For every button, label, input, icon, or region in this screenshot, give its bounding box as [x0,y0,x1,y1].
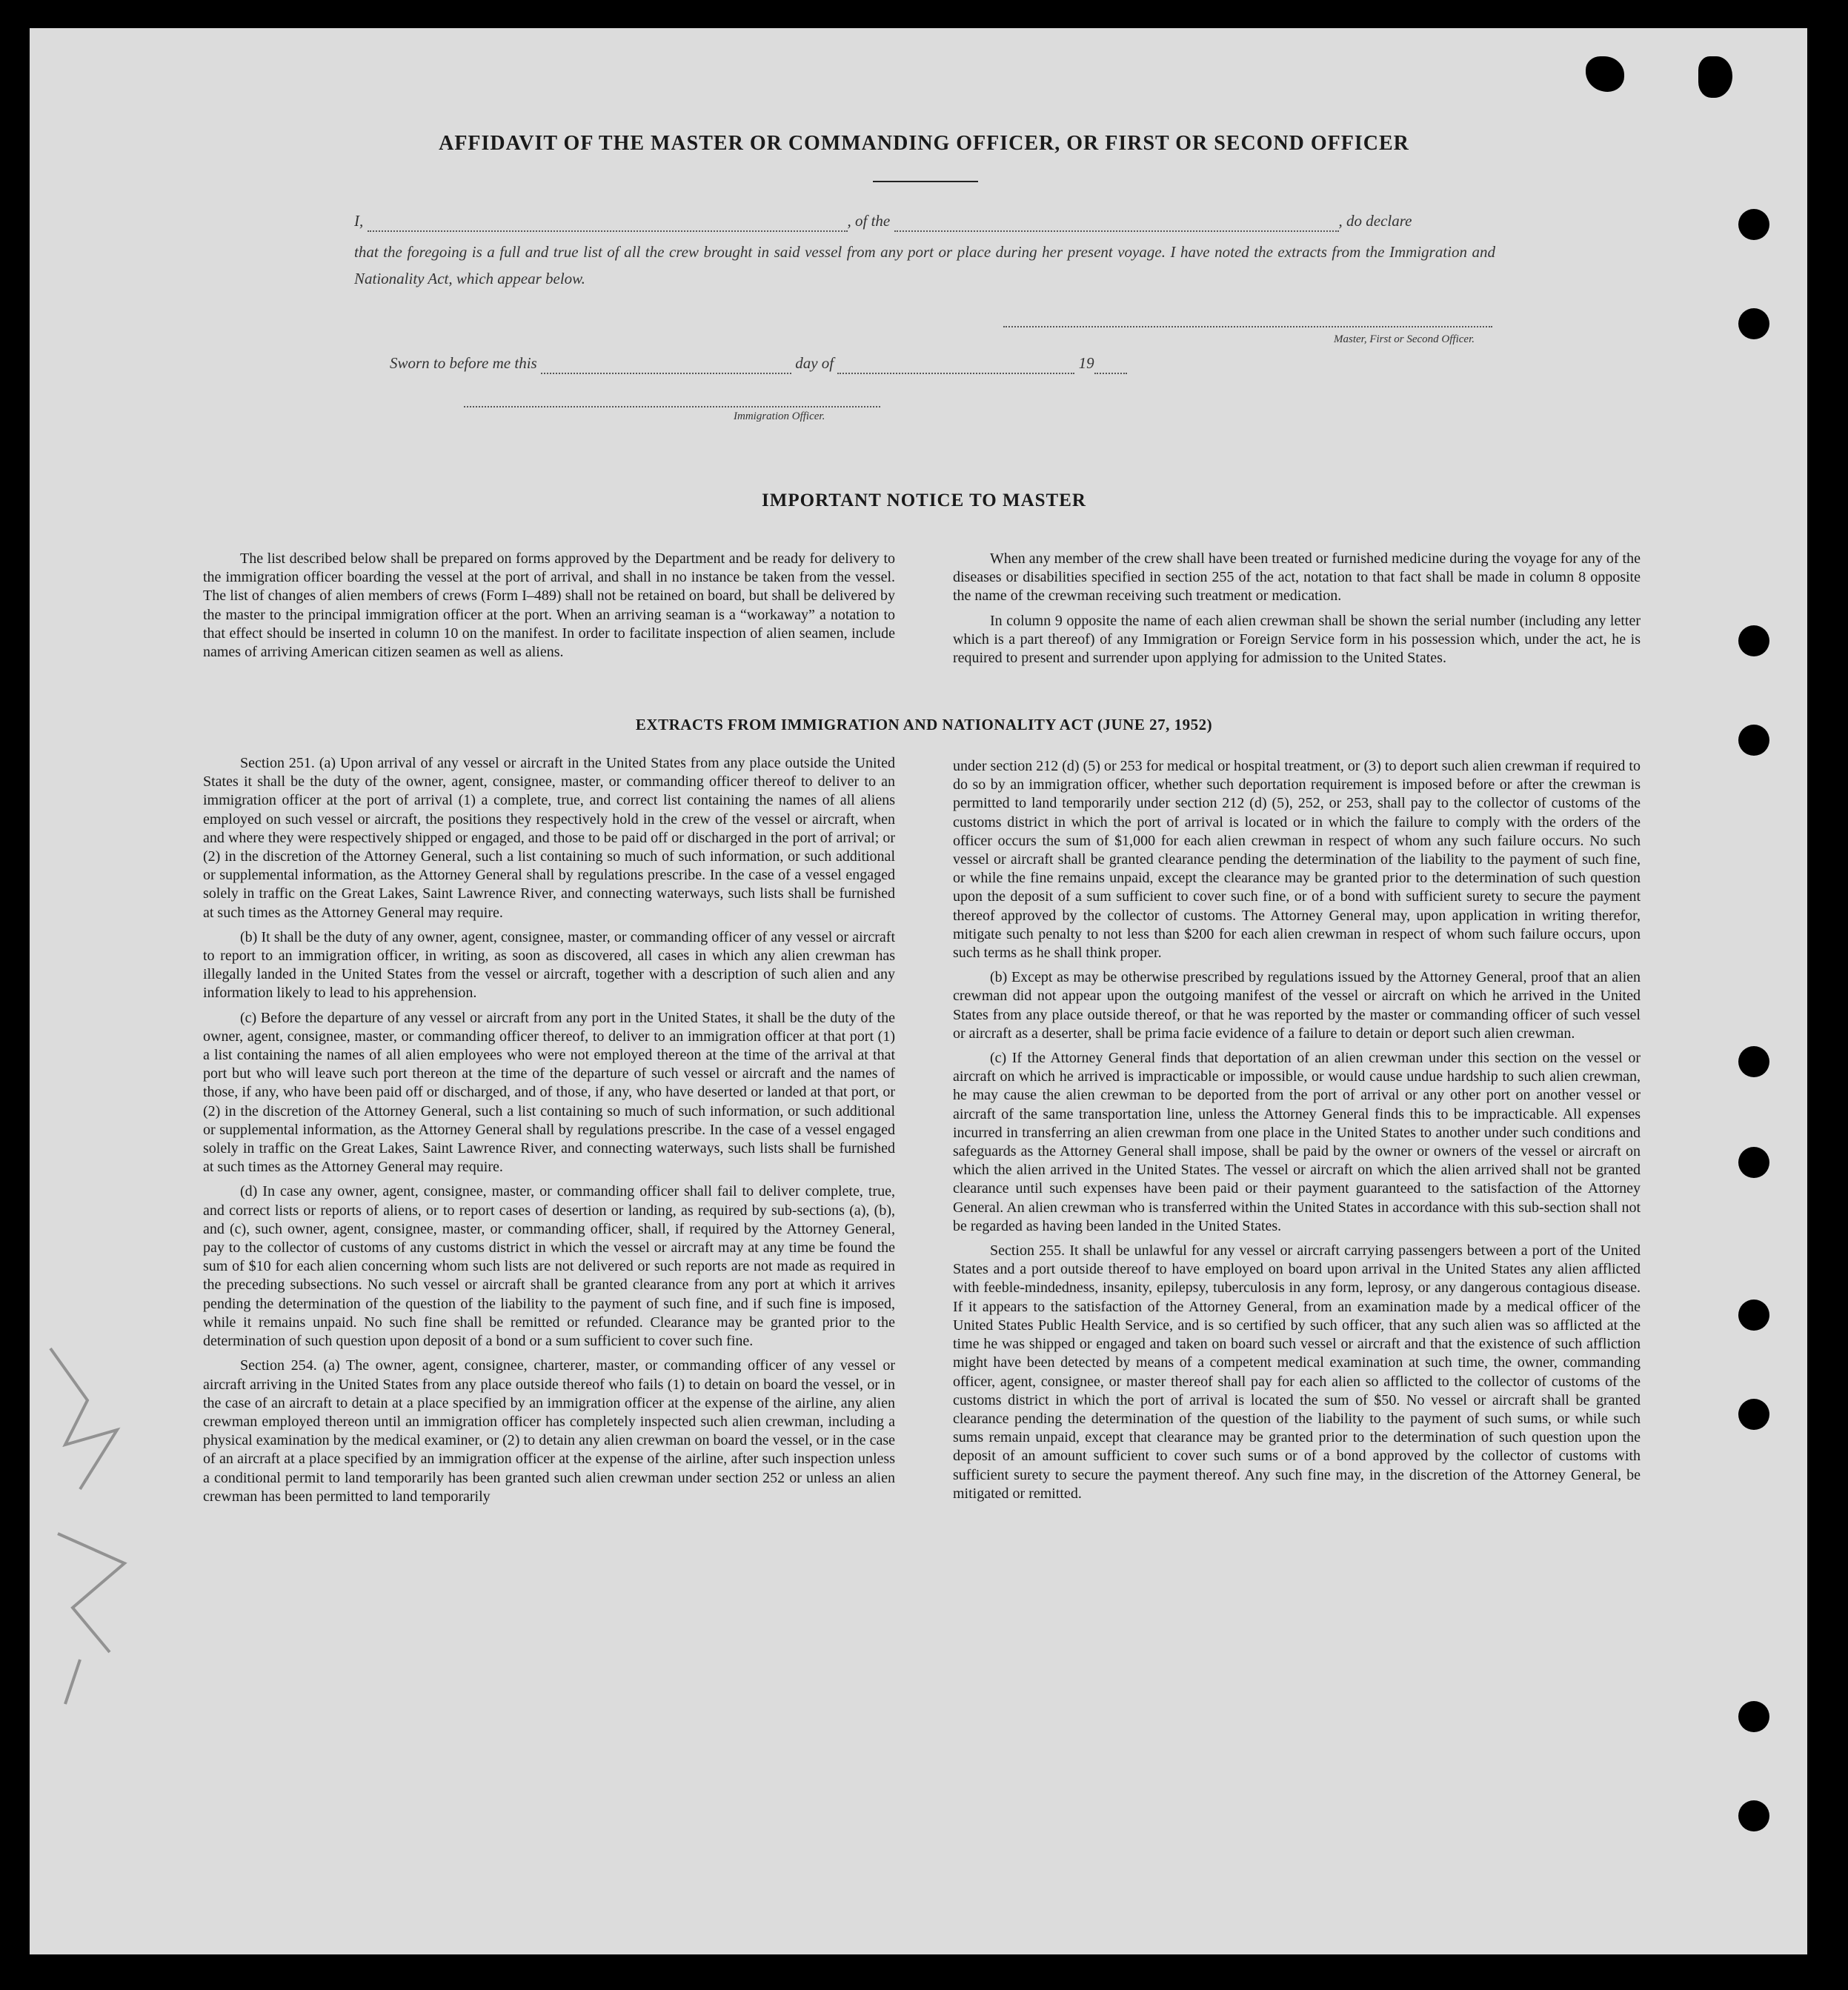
master-signature-field[interactable] [1003,326,1492,327]
section-254-c: (c) If the Attorney General finds that deportation of an alien crewman under this section on the vessel or aircraft on which he arrived is impracticable or impossible, or would cause undue hardship to such alien crewman, he may cause the alien crewman to be deported from the port of arrival or any other port on another vessel or aircraft of the same transportation line, unless the Attorney General finds this to be impracticable. All expenses incurred in transferring an alien crewman from one place in the United States to another under such conditions and safeguards as the Attorney General shall impose, shall be paid by the owner or owners of the vessel or aircraft on which the alien arrived in the United States. The vessel or aircraft on which the alien arrived shall not be granted clearance until such expenses have been paid or their payment guaranteed to the satisfaction of the Attorney General. An alien crewman who is transferred within the United States in accordance with this sub-section shall not be regarded as having been landed in the United States. [953,1050,1641,1234]
binder-hole [1738,1701,1769,1732]
margin-scribble [36,1341,139,1711]
sworn-year-field[interactable] [1094,354,1127,374]
sworn-month-field[interactable] [837,354,1074,374]
vessel-name-field[interactable] [894,212,1339,232]
day-of-label: day of [795,354,834,372]
binder-hole [1738,1300,1769,1331]
extracts-left-column [203,754,895,1512]
binder-hole [1738,1800,1769,1831]
notice-paragraph: When any member of the crew shall have been treated or furnished medicine during the voyage for any of the diseases or disabilities specified in section 255 of the act, notation to that fact shall be made in column 8 opposite the name of the crewman receiving such treatment or medication. [953,550,1641,605]
sworn-label: Sworn to before me this [390,354,537,372]
do-declare-label: , do declare [1338,212,1412,230]
binder-hole [1738,209,1769,240]
notice-title: IMPORTANT NOTICE TO MASTER [762,490,1086,510]
notice-paragraph: In column 9 opposite the name of each alien crewman shall be shown the serial number (including any letter which is a part thereof) of any Immigration or Foreign Service form in his possession which, under the act, he is required to present and surrender upon applying for admission to the United States. [953,612,1641,667]
binder-hole [1738,1046,1769,1077]
section-254-a: Section 254. (a) The owner, agent, consignee, charterer, master, or commanding officer of any vessel or aircraft arriving in the United States from any place outside thereof who fails (1) to detain on board the vessel, or in the case of an aircraft to detain at a place specified by an immigration officer at the expense of the airline, any alien crewman employed thereon until an immigration officer has completely inspected such alien crewman, including a physical examination by the medical examiner, or (2) to detain any alien crewman on board the vessel, or in the case of an aircraft at a place specified by an immigration officer at the expense of the airline, after such inspection unless a conditional permit to land temporarily has been granted such alien crewman under section 252 or unless an alien crewman has been permitted to land temporarily [203,1357,895,1505]
binder-hole [1738,308,1769,339]
declarant-name-field[interactable] [368,212,848,232]
binder-hole [1738,625,1769,656]
master-signature-label: Master, First or Second Officer. [1334,333,1475,345]
sworn-day-field[interactable] [541,354,791,374]
extracts-right-column [953,757,1641,1509]
declaration-text: that the foregoing is a full and true list of all the crew brought in said vessel from any port or place during her present voyage. I have noted the extracts from the Immigration and Nationality Act, which appear below. [354,243,1495,287]
section-251-a: Section 251. (a) Upon arrival of any vessel or aircraft in the United States from any place outside the United States it shall be the duty of the owner, agent, consignee, master, or commanding officer thereof to deliver to an immigration officer at the port of arrival (1) a complete, true, and correct list containing the names of all aliens employed on such vessel or aircraft, the positions they respectively hold in the crew of the vessel or aircraft, when and where they were respectively shipped or engaged, and those to be paid off or discharged in the port of arrival; or (2) in the discretion of the Attorney General, such a list containing so much of such information, or such additional or supplemental information, as the Attorney General shall by regulations prescribe. In the case of a vessel engaged solely in traffic on the Great Lakes, Saint Lawrence River, and connecting waterways, such lists shall be furnished at such times as the Attorney General may require. [203,755,895,921]
section-254-a-continued: under section 212 (d) (5) or 253 for medical or hospital treatment, or (3) to deport such alien crewman if required to do so by an immigration officer, whether such deportation requirement is imposed before or after the crewman is permitted to land temporarily under section 212 (d) (5), 252, or 253, shall pay to the collector of customs of the customs district in which the port of arrival is located or in which the failure to comply with the orders of the officer occurs the sum of $1,000 for each alien crewman in respect of whom any such failure occurs. No such vessel or aircraft shall be granted clearance pending the determination of the liability to the payment of such fine, or while the fine remains unpaid, except the clearance may be granted prior to the determination of such question upon the deposit of a sum sufficient to cover such fine, or of a bond with sufficient surety to secure the payment thereof approved by the collector of customs. The Attorney General may, upon application in writing therefor, mitigate such penalty to not less than $200 for each alien crewman in respect of whom such failure occurs, upon such terms as he shall think proper. [953,758,1641,962]
i-label: I, [354,212,364,230]
declarant-line [354,212,1495,232]
of-the-label: , of the [847,212,891,230]
section-251-b: (b) It shall be the duty of any owner, agent, consignee, master, or commanding officer of any vessel or aircraft to report to an immigration officer, in writing, as soon as discovered, all cases in which any alien crewman has illegally landed in the United States from the vessel or aircraft, together with a description of such alien and any information likely to lead to his apprehension. [203,928,895,1002]
officer-signature-field[interactable] [464,406,880,407]
notice-paragraph: The list described below shall be prepared on forms approved by the Department and be ready for delivery to the immigration officer boarding the vessel at the port of arrival, and shall in no instance be taken from the vessel. The list of changes of alien members of crews (Form I–489) shall not be retained on board, but shall be delivered by the master to the principal immigration officer at the port. When an arriving seaman is a “workaway” a notation to that effect should be inserted in column 10 on the manifest. In order to facilitate inspection of alien seamen, include names of arriving American citizen seamen as well as aliens. [203,550,895,661]
officer-signature-label: Immigration Officer. [734,410,825,422]
notice-left-column [203,550,895,668]
sworn-line [390,354,1531,374]
notice-right-column [953,550,1641,673]
section-255: Section 255. It shall be unlawful for any vessel or aircraft carrying passengers between a port of the United States and a port outside thereof to have employed on board upon arrival in the United States any alien afflicted with feeble-mindedness, insanity, epilepsy, tuberculosis in any form, leprosy, or any dangerous contagious disease. If it appears to the satisfaction of the Attorney General, from an examination made by a medical officer of the United States Public Health Service, and is so certified by such officer, that any such alien was so afflicted at the time he was shipped or engaged and taken on board such vessel or aircraft and that the existence of such affliction might have been detected by means of a competent medical examination at such time, the owner, commanding officer, agent, consignee, or master thereof shall pay for each alien so afflicted to the collector of customs of the customs district in which the port of arrival is located the sum of $50. No vessel or aircraft shall be granted clearance pending the determination of the question of the liability to the payment of such sums, or while such sums remain unpaid, except that clearance may be granted prior to the determination of such question upon the deposit of an amount sufficient to cover such sums or of a bond approved by the collector of customs with sufficient surety to secure the payment thereof. Any such fine may, in the discretion of the Attorney General, be mitigated or remitted. [953,1242,1641,1502]
section-254-b: (b) Except as may be otherwise prescribed by regulations issued by the Attorney General, proof that an alien crewman did not appear upon the outgoing manifest of the vessel or aircraft on which he arrived in the United States from any place outside thereof, or that he was reported by the master or commanding officer of such vessel or aircraft as a deserter, shall be prima facie evidence of a failure to detain or deport such alien crewman. [953,969,1641,1042]
section-251-d: (d) In case any owner, agent, consignee, master, or commanding officer shall fail to deliver complete, true, and correct lists or reports of aliens, or to report cases of desertion or landing, as required by sub-sections (a), (b), and (c), such owner, agent, consignee, master, or commanding officer, shall, if required by the Attorney General, pay to the collector of customs of any customs district in which the vessel or aircraft may at any time be found the sum of $10 for each alien concerning whom such lists are not delivered or such reports are not made as required in the preceding subsections. No such vessel or aircraft shall be granted clearance from any port at which it arrives pending the determination of the question of the liability to the payment of such fine, and if such fine is imposed, while it remains unpaid. No such fine shall be remitted or refunded. Clearance may be granted prior to the determination of such question upon deposit of a bond or a sum sufficient to cover such fine. [203,1183,895,1350]
extracts-title: EXTRACTS FROM IMMIGRATION AND NATIONALITY ACT (JUNE 27, 1952) [635,716,1213,733]
title-rule [873,181,978,182]
year-label: 19 [1078,354,1094,372]
section-251-c: (c) Before the departure of any vessel or aircraft from any port in the United States, it shall be the duty of the owner, agent, consignee, master, or commanding officer thereof, to deliver to an immigration officer at that port (1) a list containing the names of all alien employees who were not employed thereon at the time of the arrival at that port but who will leave such port thereon at the time of the departure of such vessel or aircraft and the names of those, if any, who have been paid off or discharged, and of those, if any, who have deserted or landed at that port, or (2) in the discretion of the Attorney General, such a list containing so much of such information, or such additional or supplemental information, as the Attorney General shall by regulations prescribe. In the case of a vessel engaged solely in traffic on the Great Lakes, Saint Lawrence River, and connecting waterways, such lists shall be furnished at such times as the Attorney General may require. [203,1009,895,1176]
binder-hole [1738,1147,1769,1178]
affidavit-title: AFFIDAVIT OF THE MASTER OR COMMANDING OFFICER, OR FIRST OR SECOND OFFICER [439,132,1409,155]
binder-hole [1738,1399,1769,1430]
